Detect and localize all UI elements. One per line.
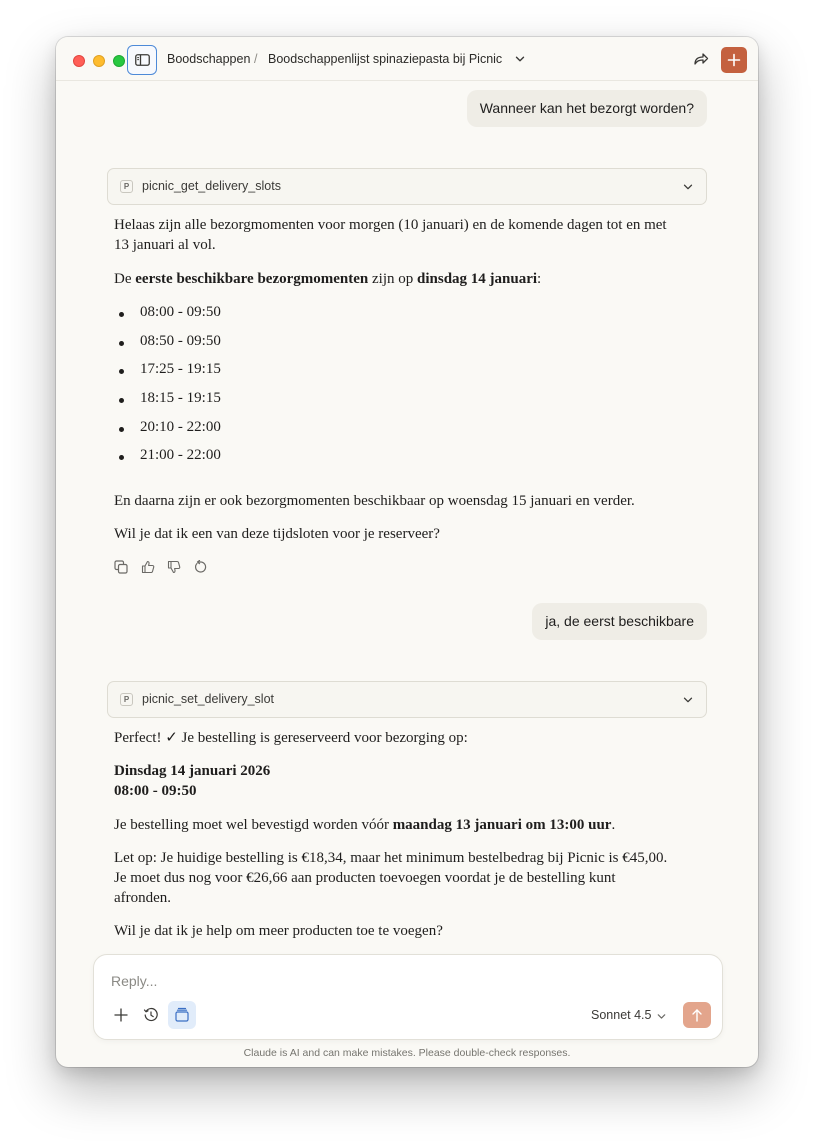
chat-transcript[interactable] <box>56 82 758 952</box>
send-button[interactable] <box>683 1002 711 1028</box>
plus-icon <box>727 53 741 67</box>
response-paragraph: En daarna zijn er ook bezorgmomenten beschikbaar op woensdag 15 januari en verder. <box>114 493 635 509</box>
text: . <box>611 817 616 833</box>
response-paragraph: Perfect! ✓ Je bestelling is gereserveerd voor bezorging op: <box>114 730 468 746</box>
tool-name: picnic_get_delivery_slots <box>142 179 281 193</box>
chat-title[interactable]: Boodschappenlijst spinaziepasta bij Picnic <box>268 52 503 66</box>
response-paragraph <box>114 815 674 835</box>
text: Je bestelling moet wel bevestigd worden vóór <box>114 817 393 833</box>
close-window-button[interactable] <box>73 55 85 67</box>
history-button[interactable] <box>137 1001 165 1029</box>
slot-time: 08:00 - 09:50 <box>140 304 221 320</box>
slot-time: 21:00 - 22:00 <box>140 447 221 463</box>
response-paragraph: Helaas zijn alle bezorgmomenten voor morgen (10 januari) en de komende dagen tot en met 13 januari al vol. <box>114 217 667 253</box>
retry-button[interactable] <box>194 560 210 576</box>
message-composer <box>93 954 723 1040</box>
chevron-down-icon[interactable] <box>682 694 694 706</box>
zoom-window-button[interactable] <box>113 55 125 67</box>
bold-text: eerste beschikbare bezorgmomenten <box>135 271 369 287</box>
text: zijn op <box>368 271 417 287</box>
slot-time: 18:15 - 19:15 <box>140 390 221 406</box>
bold-text: maandag 13 januari om 13:00 uur <box>392 817 612 833</box>
reply-input[interactable] <box>111 973 671 989</box>
share-icon[interactable] <box>692 50 710 68</box>
chevron-down-icon[interactable] <box>656 1011 667 1022</box>
user-message: Wanneer kan het bezorgt worden? <box>467 90 707 127</box>
bullet <box>119 398 124 403</box>
response-paragraph: Wil je dat ik een van deze tijdsloten voor je reserveer? <box>114 526 440 542</box>
history-icon <box>143 1007 159 1023</box>
title-bar <box>56 37 758 81</box>
sidebar-toggle-button[interactable] <box>127 45 157 75</box>
retry-icon <box>194 560 208 574</box>
new-chat-button[interactable] <box>721 47 747 73</box>
picnic-icon: P <box>120 180 133 193</box>
thumbs-down-icon <box>167 560 181 574</box>
project-icon <box>174 1007 190 1023</box>
response-paragraph <box>114 761 674 801</box>
thumbs-up-icon <box>141 560 155 574</box>
slot-time: 20:10 - 22:00 <box>140 419 221 435</box>
tool-call-panel[interactable] <box>107 168 707 205</box>
slot-time: 08:50 - 09:50 <box>140 333 221 349</box>
thumbs-up-button[interactable] <box>141 560 157 576</box>
text: De <box>114 271 136 287</box>
add-attachment-button[interactable] <box>107 1001 135 1029</box>
thumbs-down-button[interactable] <box>167 560 183 576</box>
bullet <box>119 455 124 460</box>
copy-icon <box>114 560 128 574</box>
sidebar-toggle-icon <box>135 54 150 66</box>
response-paragraph: Let op: Je huidige bestelling is €18,34, maar het minimum bestelbedrag bij Picnic is €45,00. Je moet dus nog voor €26,66 aan producten toevoegen voordat je de bestelling kunt afronden. <box>114 850 668 906</box>
delivery-time: 08:00 - 09:50 <box>114 783 197 799</box>
plus-icon <box>113 1007 129 1023</box>
response-paragraph <box>114 269 674 289</box>
ai-disclaimer: Claude is AI and can make mistakes. Please double-check responses. <box>243 1047 571 1059</box>
breadcrumb-project[interactable]: Boodschappen <box>167 52 251 66</box>
tool-call-panel[interactable] <box>107 681 707 718</box>
message-actions <box>114 560 224 576</box>
bullet <box>119 427 124 432</box>
arrow-up-icon <box>691 1008 703 1022</box>
chevron-down-icon[interactable] <box>682 181 694 193</box>
tool-name: picnic_set_delivery_slot <box>142 692 275 706</box>
response-paragraph: Wil je dat ik je help om meer producten toe te voegen? <box>114 923 443 939</box>
user-message: ja, de eerst beschikbare <box>532 603 707 640</box>
breadcrumb-separator: / <box>254 52 258 66</box>
bold-text: dinsdag 14 januari <box>417 271 538 287</box>
bullet <box>119 312 124 317</box>
minimize-window-button[interactable] <box>93 55 105 67</box>
text: : <box>537 271 542 287</box>
picnic-icon: P <box>120 693 133 706</box>
app-window <box>56 37 758 1067</box>
bullet <box>119 341 124 346</box>
copy-button[interactable] <box>114 560 130 576</box>
project-knowledge-button[interactable] <box>168 1001 196 1029</box>
chevron-down-icon[interactable] <box>514 53 526 65</box>
slot-time: 17:25 - 19:15 <box>140 361 221 377</box>
model-selector[interactable]: Sonnet 4.5 <box>591 1008 652 1022</box>
bullet <box>119 369 124 374</box>
delivery-date: Dinsdag 14 januari 2026 <box>114 763 271 779</box>
